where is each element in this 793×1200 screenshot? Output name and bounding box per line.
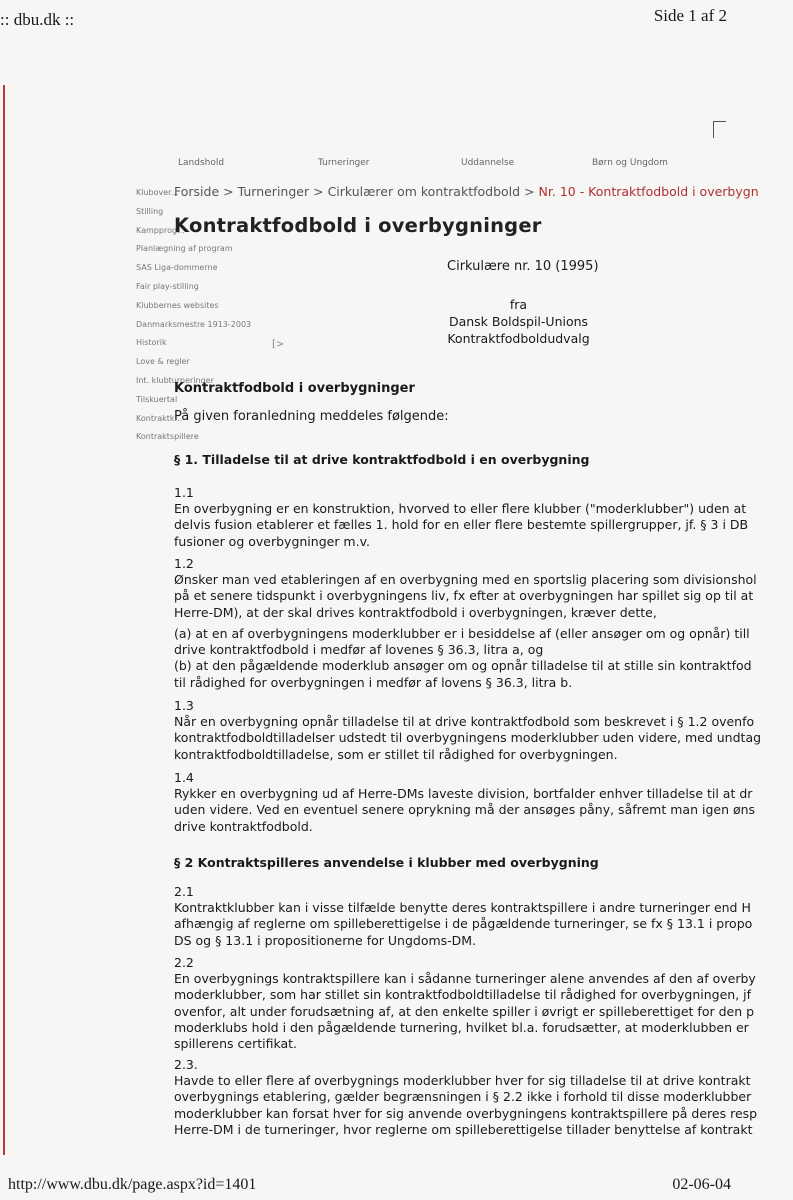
page-title: Kontraktfodbold i overbygninger <box>174 214 542 237</box>
paragraph-line: moderklubber, som har stillet sin kontraktfodboldtilladelse til rådighed for overbygningen, jf <box>174 987 752 1003</box>
paragraph-line: drive kontraktfodbold. <box>174 818 313 834</box>
print-footer-url: http://www.dbu.dk/page.aspx?id=1401 <box>8 1176 257 1193</box>
issuer-line: Dansk Boldspil-Unions <box>448 314 589 329</box>
article-intro: På given foranledning meddeles følgende: <box>174 409 449 424</box>
circular-number: Cirkulære nr. 10 (1995) <box>447 259 599 274</box>
issuer-line: Kontraktfodboldudvalg <box>447 331 590 346</box>
paragraph-line: (b) at den pågældende moderklub ansøger om og opnår tilladelse til at stille sin kontraktfod <box>174 658 752 674</box>
paragraph-line: uden videre. Ved en eventuel senere oprykning må der ansøges påny, såfremt man igen øns <box>174 802 756 818</box>
nav-turneringer[interactable]: Turneringer <box>318 158 370 168</box>
breadcrumb-separator: > <box>524 184 535 199</box>
breadcrumb-separator: > <box>223 184 234 199</box>
paragraph-line: moderklubs hold i den pågældende turnering, hvilket bl.a. forudsætter, at moderklubben er <box>174 1019 749 1035</box>
paragraph-line: Kontraktklubber kan i visse tilfælde benytte deres kontraktspillere i andre turneringer end H <box>174 900 751 916</box>
paragraph-line: moderklubber kan forsat hver for sig anvende overbygningens kontraktspillere på deres resp <box>174 1105 758 1121</box>
paragraph-line: Rykker en overbygning ud af Herre-DMs laveste division, bortfalder enhver tilladelse til at dr <box>174 786 753 802</box>
paragraph-line: Herre-DM), at der skal drives kontraktfodbold i overbygningen, kræver dette, <box>174 604 657 620</box>
side-menu-item[interactable]: Klubbernes websites <box>136 300 219 310</box>
section-1-heading: § 1. Tilladelse til at drive kontraktfodbold i en overbygning <box>174 452 590 467</box>
side-menu-item[interactable]: Tilskuertal <box>136 394 178 404</box>
paragraph-1-4 <box>174 770 755 835</box>
paragraph-number: 1.3 <box>174 698 194 713</box>
paragraph-line: (a) at en af overbygningens moderklubber er i besiddelse af (eller ansøger om og opnår) till <box>174 626 750 641</box>
side-menu-item[interactable]: Stilling <box>136 206 164 216</box>
breadcrumb-cirkulaerer[interactable]: Cirkulærer om kontraktfodbold <box>327 184 521 199</box>
breadcrumb-separator: > <box>313 184 324 199</box>
breadcrumb-forside[interactable]: Forside <box>174 184 220 199</box>
expand-arrow-icon: [> <box>272 339 285 350</box>
issuer-line: fra <box>509 297 528 312</box>
side-menu-item[interactable]: Historik <box>136 338 167 348</box>
paragraph-1-2 <box>174 556 757 621</box>
paragraph-line: på et senere tidspunkt i overbygningens liv, fx efter at overbygningen har spillet sig op til at <box>174 588 754 604</box>
paragraph-line: delvis fusion etablerer et fælles 1. hold for en eller flere bestemte spillergrupper, jf. § 3 i DB <box>174 517 749 533</box>
side-menu-item[interactable]: Love & regler <box>136 357 190 367</box>
paragraph-line: afhængig af reglerne om spilleberettigelse i de pågældende turneringer, se fx § 13.1 i propo <box>174 916 753 932</box>
article-subtitle: Kontraktfodbold i overbygninger <box>174 381 415 396</box>
paragraph-line: Ønsker man ved etableringen af en overbygning med en sportslig placering som divisionshol <box>174 572 757 588</box>
breadcrumb-turneringer[interactable]: Turneringer <box>237 184 310 199</box>
side-menu-item[interactable]: Fair play-stilling <box>136 281 199 291</box>
side-menu-item[interactable]: Danmarksmestre 1913-2003 <box>136 319 252 329</box>
section-2-heading: § 2 Kontraktspilleres anvendelse i klubber med overbygning <box>174 855 599 870</box>
paragraph-line: til rådighed for overbygningen i medfør af lovens § 36.3, litra b. <box>174 674 573 690</box>
paragraph-1-1 <box>174 485 748 550</box>
nav-boern-og-ungdom[interactable]: Børn og Ungdom <box>592 158 668 168</box>
paragraph-line: ovenfor, alt under forudsætning af, at den enkelte spiller i øvrigt er spilleberettiget for den p <box>174 1003 755 1019</box>
paragraph-1-2-conditions <box>174 626 752 691</box>
paragraph-line: En overbygnings kontraktspillere kan i sådanne turneringer alene anvendes af den af overby <box>174 971 756 987</box>
paragraph-line: spillerens certifikat. <box>174 1036 298 1052</box>
paragraph-number: 1.2 <box>174 556 194 571</box>
side-menu-item[interactable]: Kontraktk... <box>136 413 183 423</box>
paragraph-2-2 <box>174 955 756 1052</box>
paragraph-1-3 <box>174 698 761 763</box>
paragraph-line: Herre-DM i de turneringer, hvor reglerne om spilleberettigelse tillader benyttelse af kontrakt <box>174 1121 753 1137</box>
paragraph-number: 2.2 <box>174 955 194 970</box>
nav-uddannelse[interactable]: Uddannelse <box>461 158 515 168</box>
side-menu-item[interactable]: Klubover... <box>136 188 179 197</box>
side-menu-item[interactable]: SAS Liga-dommerne <box>136 263 218 273</box>
print-footer-date: 02-06-04 <box>672 1176 731 1193</box>
issuer-block <box>446 296 591 347</box>
paragraph-line: DS og § 13.1 i propositionerne for Ungdoms-DM. <box>174 932 477 948</box>
paragraph-line: Havde to eller flere af overbygnings moderklubber hver for sig tilladelse til at drive kontrakt <box>174 1073 751 1089</box>
paragraph-line: Når en overbygning opnår tilladelse til at drive kontraktfodbold som beskrevet i § 1.2 ovenfo <box>174 714 755 730</box>
paragraph-line: drive kontraktfodbold i medfør af lovenes § 36.3, litra a, og <box>174 642 544 658</box>
nav-landshold[interactable]: Landshold <box>178 158 225 168</box>
paragraph-line: fusioner og overbygninger m.v. <box>174 533 370 549</box>
side-menu-item[interactable]: Kampprog... <box>136 225 185 235</box>
side-menu-item[interactable]: Kontraktspillere <box>136 432 199 442</box>
breadcrumb <box>174 184 759 199</box>
paragraph-line: kontraktfodboldtilladelser udstedt til overbygningens moderklubber uden videre, med undtag <box>174 730 762 746</box>
print-header-page: Side 1 af 2 <box>653 6 727 25</box>
paragraph-2-3 <box>174 1057 757 1138</box>
paragraph-number: 1.4 <box>174 770 194 785</box>
breadcrumb-current: Nr. 10 - Kontraktfodbold i overbygn <box>538 184 759 199</box>
paragraph-line: kontraktfodboldtilladelse, som er stillet til rådighed for overbygningen. <box>174 746 618 762</box>
paragraph-number: 1.1 <box>174 485 194 500</box>
paragraph-line: En overbygning er en konstruktion, hvorved to eller flere klubber ("moderklubber") uden at <box>174 501 747 517</box>
side-menu-item[interactable]: Planlægning af program <box>136 244 233 254</box>
paragraph-number: 2.1 <box>174 884 194 899</box>
paragraph-number: 2.3. <box>174 1057 198 1072</box>
print-header-site: :: dbu.dk :: <box>0 10 75 29</box>
paragraph-line: overbygnings etablering, gælder begrænsningen i § 2.2 ikke i forhold til disse moderklubber <box>174 1089 752 1105</box>
paragraph-2-1 <box>174 884 752 949</box>
side-menu-item[interactable]: Int. klubturneringer <box>136 375 214 385</box>
